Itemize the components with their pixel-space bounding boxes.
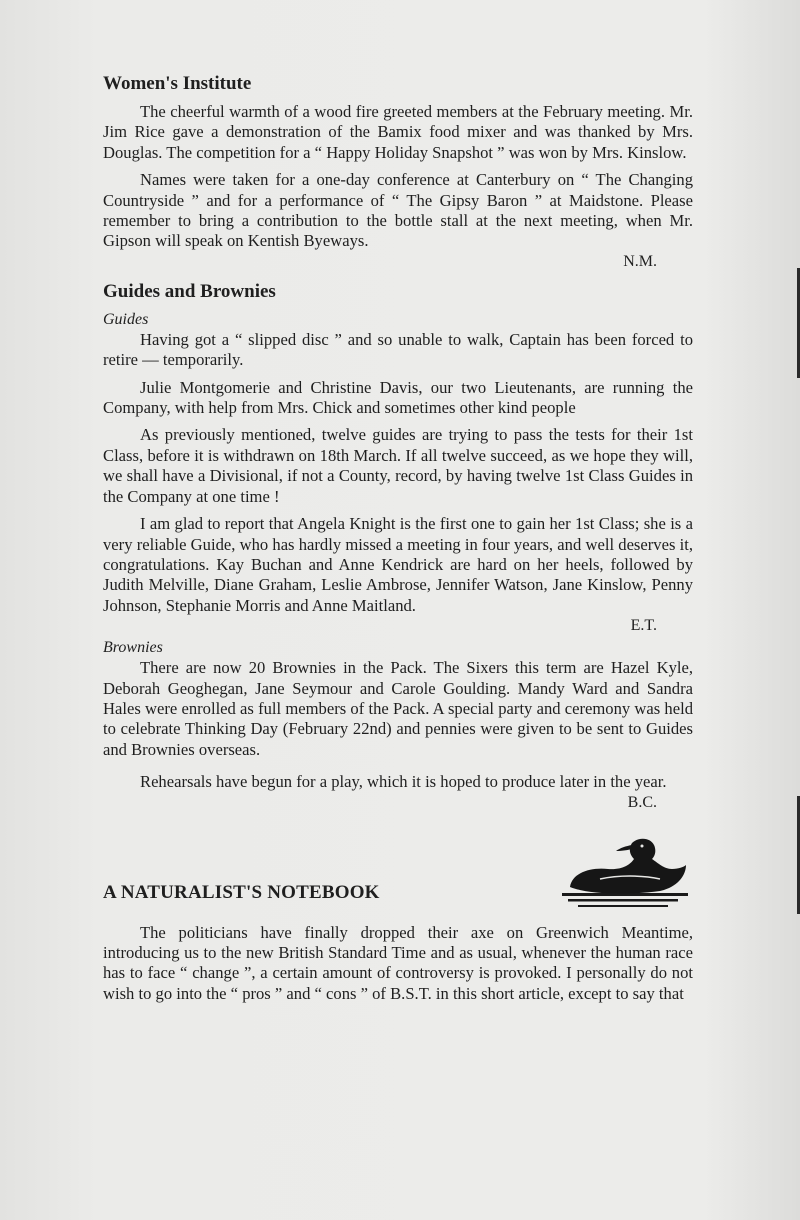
subheading-brownies: Brownies — [103, 639, 163, 657]
guides-and-brownies-section — [103, 280, 693, 813]
paragraph: Rehearsals have begun for a play, which it is hoped to produce later in the year. — [140, 772, 667, 792]
naturalist-header — [103, 835, 693, 907]
paragraph: Names were taken for a one-day conference at Canterbury on “ The Changing Countryside ” and for a performance of “ The Gipsy Baron ” at Maidstone. Please remember to bring a contribution to the bottle stall at the next meeting, when Mr. Gipson will speak on Kentish Byeways. — [103, 170, 693, 251]
paragraph: The politicians have finally dropped their axe on Greenwich Meantime, introducing us to the new British Standard Time and as usual, whenever the human race has to face “ change ”, a certain amount of controversy is provoked. I personally do not wish to go into the “ pros ” and “ cons ” of B.S.T. in this short article, except to say that — [103, 922, 693, 1003]
signature: E.T. — [630, 617, 657, 635]
signature: B.C. — [627, 793, 657, 811]
section-heading: Guides and Brownies — [103, 280, 276, 302]
signature: N.M. — [623, 252, 657, 270]
spacer — [103, 272, 693, 280]
paragraph: Julie Montgomerie and Christine Davis, our two Lieutenants, are running the Company, with help from Mrs. Chick and sometimes other kind people — [103, 377, 693, 418]
womens-institute-section — [103, 72, 693, 272]
subheading-guides: Guides — [103, 310, 149, 328]
section-heading: A NATURALIST'S NOTEBOOK — [103, 881, 380, 903]
paragraph: The cheerful warmth of a wood fire greeted members at the February meeting. Mr. Jim Rice gave a demonstration of the Bamix food mixer and was thanked by Mrs. Douglas. The competition for a “ Happy Holiday Snapshot ” was won by Mrs. Kinslow. — [103, 102, 693, 162]
paragraph: I am glad to report that Angela Knight is the first one to gain her 1st Class; she is a very reliable Guide, who has hardly missed a meeting in four years, and well deserves it, congratulations. Kay Buchan and Anne Kendrick are hard on her heels, followed by Judith Melville, Diane Graham, Leslie Ambrose, Jennifer Watson, Jane Kinslow, Penny Johnson, Stephanie Morris and Anne Maitland. — [103, 514, 693, 615]
duck-icon — [560, 835, 690, 913]
paragraph: There are now 20 Brownies in the Pack. The Sixers this term are Hazel Kyle, Deborah Geoghegan, Jane Seymour and Carole Goulding. Mandy Ward and Sandra Hales were enrolled as full members of the Pack. A special party and ceremony was held to celebrate Thinking Day (February 22nd) and pennies were given to be sent to Guides and Brownies overseas. — [103, 658, 693, 759]
naturalist-notebook-section — [103, 835, 693, 1005]
article-column — [103, 72, 693, 1004]
section-heading: Women's Institute — [103, 73, 252, 94]
paragraph: As previously mentioned, twelve guides are trying to pass the tests for their 1st Class, before it is withdrawn on 18th March. If all twelve succeed, as we hope they will, we shall have a Divisional, if not a County, record, by having twelve 1st Class Guides in the Company at one time ! — [103, 425, 693, 506]
paragraph: Having got a “ slipped disc ” and so unable to walk, Captain has been forced to retire — temporarily. — [103, 329, 693, 370]
